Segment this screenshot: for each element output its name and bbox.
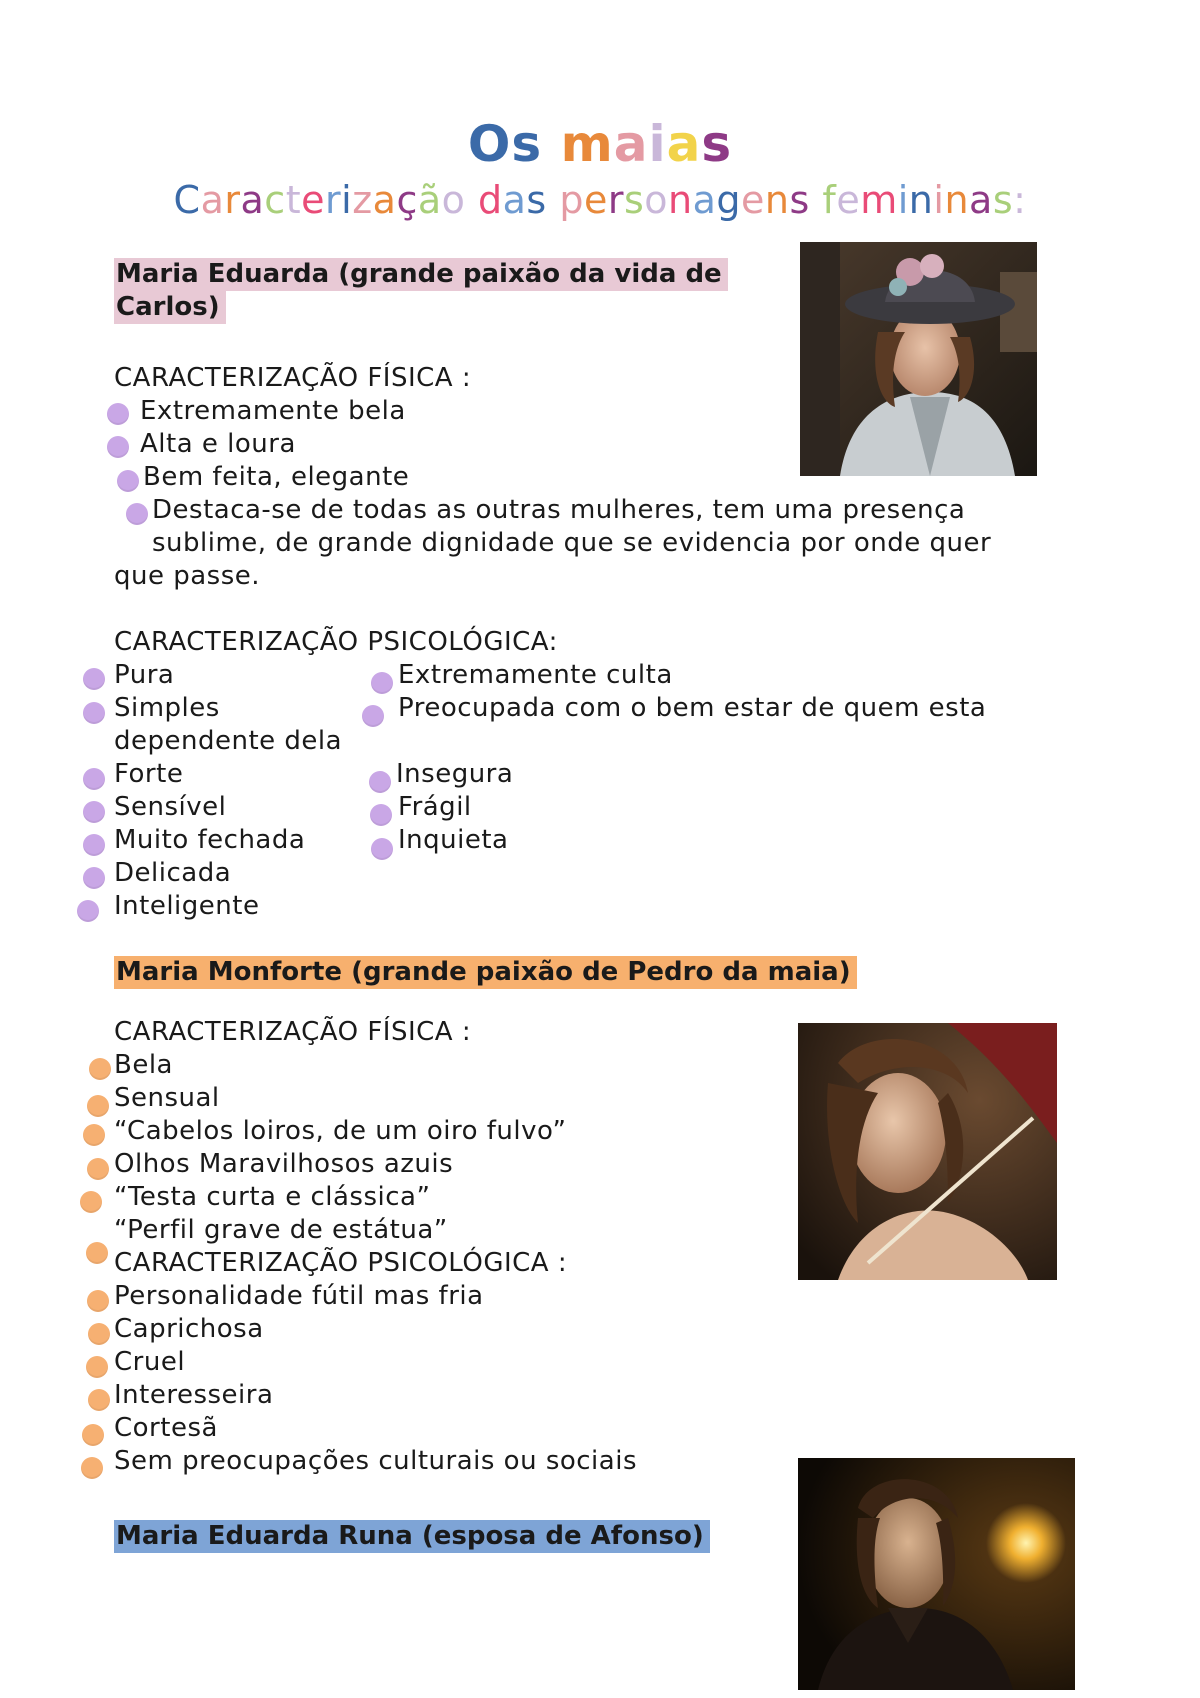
list-item: Preocupada com o bem estar de quem esta <box>398 693 987 723</box>
list-item: Forte <box>114 759 184 789</box>
bullet-icon <box>88 1389 110 1411</box>
bullet-icon <box>80 1191 102 1213</box>
bullet-icon <box>87 1095 109 1117</box>
list-item-continuation: que passe. <box>114 561 261 591</box>
subtitle-letter: i <box>341 178 353 222</box>
subtitle-letter: r <box>224 178 241 222</box>
portrait-image-icon <box>798 1458 1075 1690</box>
bullet-icon <box>88 1323 110 1345</box>
subtitle-letter: a <box>372 178 397 222</box>
subtitle-letter: a <box>240 178 265 222</box>
bullet-icon <box>369 771 391 793</box>
bullet-icon <box>117 470 139 492</box>
subtitle-letter: s <box>789 178 810 222</box>
subtitle-letter: g <box>716 178 742 222</box>
bullet-icon <box>107 436 129 458</box>
list-item: Personalidade fútil mas fria <box>114 1281 484 1311</box>
list-item: Frágil <box>398 792 472 822</box>
subtitle-letter: r <box>325 178 342 222</box>
bullet-icon <box>83 801 105 823</box>
bullet-icon <box>87 1158 109 1180</box>
subtitle-letter: n <box>764 178 790 222</box>
subtitle-letter: a <box>502 178 527 222</box>
subtitle-letter: s <box>623 178 645 222</box>
title-letter: m <box>560 115 614 173</box>
list-item: “Perfil grave de estátua” <box>114 1215 448 1245</box>
subtitle-letter: : <box>1013 178 1027 222</box>
subtitle-letter: r <box>607 178 624 222</box>
subtitle-letter: e <box>301 178 325 222</box>
list-item: Inteligente <box>114 891 260 921</box>
subtitle-letter: s <box>992 178 1014 222</box>
list-item: Bela <box>114 1050 173 1080</box>
list-item: Sensual <box>114 1083 220 1113</box>
list-item: Sem preocupações culturais ou sociais <box>114 1446 637 1476</box>
subtitle-letter: a <box>200 178 225 222</box>
subtitle-letter: o <box>644 178 669 222</box>
bullet-icon <box>86 1242 108 1264</box>
subtitle-letter: z <box>352 178 373 222</box>
subtitle-letter: e <box>583 178 608 222</box>
bullet-icon <box>89 1058 111 1080</box>
list-item: Cortesã <box>114 1413 218 1443</box>
bullet-icon <box>126 503 148 525</box>
subtitle-letter: t <box>285 178 302 222</box>
list-item-continuation: dependente dela <box>114 726 343 756</box>
subtitle-letter: ç <box>396 178 418 222</box>
title-letter: s <box>511 115 543 173</box>
section-runa <box>0 1450 1200 1698</box>
eduarda-psico-title: CARACTERIZAÇÃO PSICOLÓGICA: <box>114 627 558 657</box>
subtitle-letter: o <box>441 178 466 222</box>
title-letter: i <box>648 115 667 173</box>
subtitle-letter: p <box>559 178 584 222</box>
bullet-icon <box>82 1424 104 1446</box>
list-item: “Cabelos loiros, de um oiro fulvo” <box>114 1116 567 1146</box>
list-item-continuation: sublime, de grande dignidade que se evidencia por onde quer <box>152 528 992 558</box>
subtitle-letter: i <box>897 178 909 222</box>
eduarda-photo <box>800 242 1037 476</box>
subtitle-letter: C <box>173 178 201 222</box>
bullet-icon <box>83 1124 105 1146</box>
bullet-icon <box>83 768 105 790</box>
subtitle-letter: n <box>944 178 970 222</box>
monforte-photo <box>798 1023 1057 1280</box>
runa-photo <box>798 1458 1075 1690</box>
subtitle-letter: a <box>692 178 717 222</box>
title-letter: a <box>613 115 649 173</box>
subtitle-letter: e <box>741 178 765 222</box>
bullet-icon <box>83 668 105 690</box>
subtitle-letter: m <box>860 178 898 222</box>
list-item: Inquieta <box>398 825 509 855</box>
list-item: Caprichosa <box>114 1314 264 1344</box>
subtitle-letter: d <box>477 178 503 222</box>
subtitle-letter: ã <box>417 178 442 222</box>
list-item: “Testa curta e clássica” <box>114 1182 431 1212</box>
list-item: Extremamente bela <box>140 396 406 426</box>
monforte-heading: Maria Monforte (grande paixão de Pedro da maia) <box>114 956 857 989</box>
bullet-icon <box>362 705 384 727</box>
bullet-icon <box>83 834 105 856</box>
list-item: Bem feita, elegante <box>143 462 410 492</box>
portrait-image-icon <box>800 242 1037 476</box>
portrait-image-icon <box>798 1023 1057 1280</box>
list-item: Sensível <box>114 792 227 822</box>
list-item: Simples <box>114 693 220 723</box>
runa-heading: Maria Eduarda Runa (esposa de Afonso) <box>114 1520 710 1553</box>
bullet-icon <box>87 1290 109 1312</box>
list-item: Cruel <box>114 1347 186 1377</box>
bullet-icon <box>371 672 393 694</box>
list-item: Delicada <box>114 858 232 888</box>
section-monforte <box>0 940 1200 1480</box>
list-item: Pura <box>114 660 175 690</box>
subtitle-letter: n <box>668 178 693 222</box>
bullet-icon <box>77 900 99 922</box>
monforte-psico-title: CARACTERIZAÇÃO PSICOLÓGICA : <box>114 1248 568 1278</box>
title-letter: a <box>666 115 702 173</box>
bullet-icon <box>83 702 105 724</box>
monforte-fisica-title: CARACTERIZAÇÃO FÍSICA : <box>114 1017 472 1047</box>
list-item: Muito fechada <box>114 825 306 855</box>
title-letter: O <box>467 115 512 173</box>
subtitle-letter: n <box>908 178 934 222</box>
list-item: Destaca-se de todas as outras mulheres, tem uma presença <box>152 495 966 525</box>
eduarda-heading-line1: Maria Eduarda (grande paixão da vida de <box>114 258 728 291</box>
list-item: Extremamente culta <box>398 660 673 690</box>
list-item: Olhos Maravilhosos azuis <box>114 1149 454 1179</box>
title-letter: s <box>701 115 733 173</box>
subtitle-letter: e <box>836 178 861 222</box>
subtitle-letter: s <box>526 178 547 222</box>
subtitle-letter: a <box>969 178 993 222</box>
subtitle-letter: c <box>264 178 286 222</box>
subtitle-letter: i <box>933 178 945 222</box>
list-item: Interesseira <box>114 1380 274 1410</box>
bullet-icon <box>86 1356 108 1378</box>
list-item: Insegura <box>396 759 514 789</box>
subtitle-letter: f <box>822 178 837 222</box>
bullet-icon <box>371 838 393 860</box>
bullet-icon <box>107 403 129 425</box>
bullet-icon <box>370 804 392 826</box>
eduarda-fisica-title: CARACTERIZAÇÃO FÍSICA : <box>114 363 472 393</box>
eduarda-heading-line2: Carlos) <box>114 291 226 324</box>
list-item: Alta e loura <box>140 429 296 459</box>
bullet-icon <box>83 867 105 889</box>
